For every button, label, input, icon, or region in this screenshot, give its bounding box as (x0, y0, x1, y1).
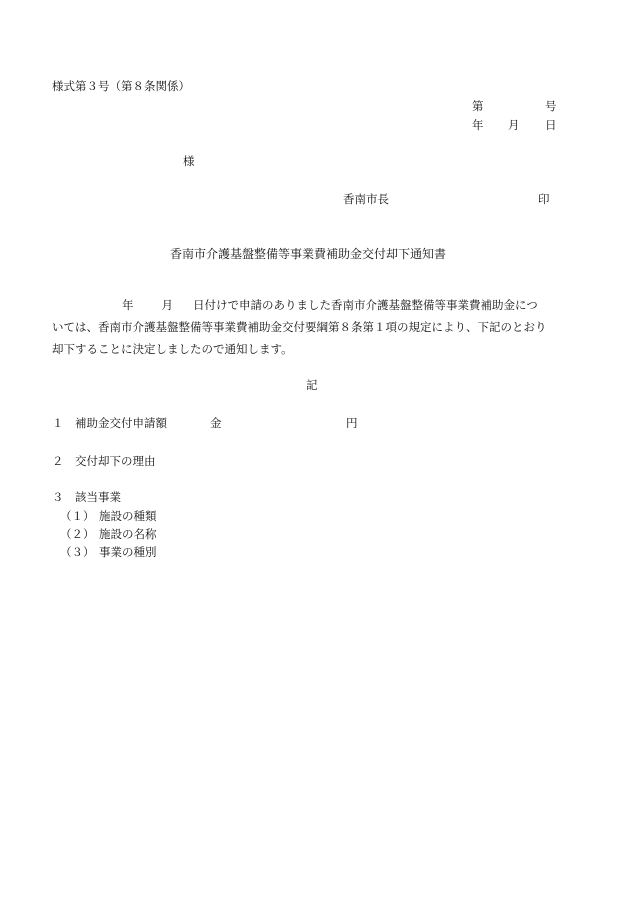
doc-number-dai: 第 (472, 99, 484, 113)
date-day: 日 (545, 118, 557, 132)
body-paragraph (52, 294, 587, 360)
doc-number-go: 号 (545, 99, 557, 113)
item-1-kin: 金 (210, 416, 222, 430)
item-1-yen: 円 (346, 416, 358, 430)
issuer-name: 香南市長 (343, 192, 389, 206)
item-2-label: 交付却下の理由 (75, 454, 156, 468)
body-month: 月 (161, 298, 173, 312)
body-line-2: いては、香南市介護基盤整備等事業費補助金交付要綱第８条第１項の規定により、下記のとおり (52, 320, 547, 334)
item-1-number: １ (52, 416, 64, 430)
document-title: 香南市介護基盤整備等事業費補助金交付却下通知書 (170, 247, 447, 261)
sub-item-2-number: （２） (60, 527, 95, 541)
body-line-3: 却下することに決定しましたので通知します。 (52, 342, 293, 356)
sub-item-2-label: 施設の名称 (99, 527, 157, 541)
item-3-label: 該当事業 (75, 490, 121, 504)
addressee-sama: 様 (183, 154, 195, 168)
issuer-seal: 印 (538, 192, 550, 206)
item-3-number: ３ (52, 490, 64, 504)
body-line-1-rest: 日付けで申請のありました香南市介護基盤整備等事業費補助金につ (193, 298, 538, 312)
date-year: 年 (472, 118, 484, 132)
body-year: 年 (122, 298, 134, 312)
sub-item-1-number: （１） (60, 509, 95, 523)
sub-item-1-label: 施設の種類 (99, 509, 157, 523)
form-number: 様式第３号（第８条関係） (52, 79, 190, 93)
date-month: 月 (508, 118, 520, 132)
ki-heading: 記 (306, 378, 318, 392)
item-1-label: 補助金交付申請額 (75, 416, 167, 430)
sub-item-3-number: （３） (60, 545, 95, 559)
sub-item-3-label: 事業の種別 (99, 545, 157, 559)
body-line-1 (52, 294, 587, 316)
item-2-number: ２ (52, 454, 64, 468)
